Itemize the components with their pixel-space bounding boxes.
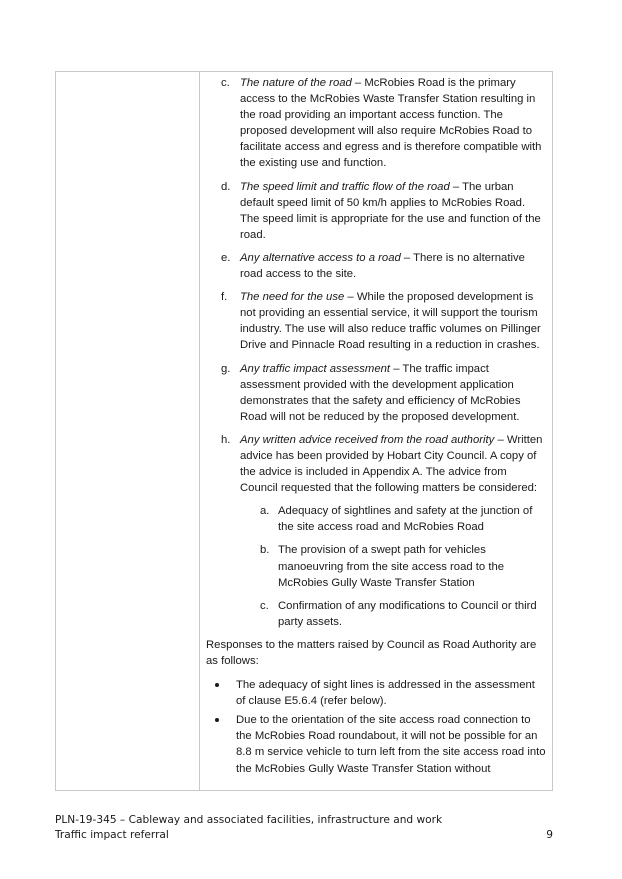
item-text: The traffic impact assessment provided with the development application demonstrates that the safety and efficiency of McRobies Road will not be reduced by the proposed development.	[240, 362, 521, 423]
footer-document-title: PLN-19-345 – Cableway and associated facilities, infrastructure and work	[55, 814, 443, 826]
column-divider	[199, 72, 200, 790]
item-text: The urban default speed limit of 50 km/h applies to McRobies Road. The speed limit is appropriate for the use and function of the road.	[240, 180, 541, 241]
footer-section-title: Traffic impact referral	[55, 829, 169, 841]
item-marker: h.	[221, 433, 231, 446]
criterion-item: g. Any traffic impact assessment – The traffic impact assessment provided with the development application demonstrates that the safety and efficiency of McRobies Road will not be reduced by the proposed development.	[221, 362, 521, 423]
council-matter-item	[206, 542, 546, 590]
item-text: While the proposed development is not providing an essential service, it will support the tourism industry. The use will also reduce traffic volumes on Pillinger Drive and Pinnacle Road resulting in a reduction in crashes.	[240, 291, 541, 352]
item-text: Adequacy of sightlines and safety at the junction of the site access road and McRobies Road	[278, 505, 533, 534]
assessment-content	[206, 75, 546, 780]
item-marker: g.	[221, 362, 231, 375]
page-number: 9	[546, 829, 553, 841]
item-text: McRobies Road is the primary access to the McRobies Waste Transfer Station resulting in the road providing an important access function. The proposed development will also require McRobies Road to facilitate access and egress and is therefore compatible with the existing use and function.	[240, 77, 542, 170]
item-marker: f.	[221, 291, 228, 304]
item-heading: Any traffic impact assessment	[240, 362, 391, 375]
item-text: The provision of a swept path for vehicles manoeuvring from the site access road to the McRobies Gully Waste Transfer Station	[278, 544, 505, 589]
item-heading: The speed limit and traffic flow of the road	[240, 180, 450, 193]
item-heading: The nature of the road	[240, 77, 352, 89]
criterion-item: f. The need for the use – While the proposed development is not providing an essential service, it will support the tourism industry. The use will also reduce traffic volumes on Pillinger Drive and Pinnacle Road resulting in a reduction in crashes.	[221, 291, 541, 352]
item-marker: c.	[221, 77, 230, 89]
item-text: Written advice has been provided by Hobart City Council. A copy of the advice is included in Appendix A. The advice from Council requested that the following matters be considered:	[240, 433, 543, 495]
response-bullet	[206, 677, 546, 709]
council-matter-item	[206, 598, 546, 630]
item-text: Due to the orientation of the site access road connection to the McRobies Road roundabout, it will not be possible for an 8.8 m service vehicle to turn left from the site access road into the McRobies Gully Waste Transfer Station without	[236, 714, 546, 775]
item-text: Confirmation of any modifications to Council or third party assets.	[278, 599, 537, 628]
item-marker: b.	[260, 544, 270, 557]
item-marker: a.	[260, 505, 270, 518]
assessment-table	[55, 71, 553, 791]
item-heading: The need for the use	[240, 291, 345, 304]
criterion-item: c. The nature of the road – McRobies Road is the primary access to the McRobies Waste Transfer Station resulting in the road providing an important access function. The proposed development will also require McRobies Road to facilitate access and egress and is therefore compatible with the existing use and function.	[221, 77, 542, 170]
bullet-dot-icon	[215, 683, 219, 687]
response-bullet	[206, 712, 546, 776]
item-text: There is no alternative road access to the site.	[240, 251, 525, 281]
item-heading: Any written advice received from the road authority	[240, 433, 495, 446]
item-marker: c.	[260, 599, 269, 612]
bullet-dot-icon	[215, 718, 219, 722]
council-matter-item	[206, 503, 546, 535]
item-marker: d.	[221, 180, 231, 193]
criterion-item: h. Any written advice received from the road authority – Written advice has been provided by Hobart City Council. A copy of the advice is included in Appendix A. The advice from Council requested that the following matters be considered:	[221, 433, 543, 495]
item-text: The adequacy of sight lines is addressed in the assessment of clause E5.6.4 (refer below).	[236, 679, 535, 708]
item-heading: Any alternative access to a road	[240, 251, 401, 264]
item-marker: e.	[221, 251, 231, 264]
responses-intro: Responses to the matters raised by Council as Road Authority are as follows:	[206, 638, 537, 667]
page-footer	[55, 813, 553, 843]
criterion-item: d. The speed limit and traffic flow of the road – The urban default speed limit of 50 km/h applies to McRobies Road. The speed limit is appropriate for the use and function of the road.	[221, 180, 541, 241]
criterion-item: e. Any alternative access to a road – There is no alternative road access to the site.	[221, 251, 525, 281]
